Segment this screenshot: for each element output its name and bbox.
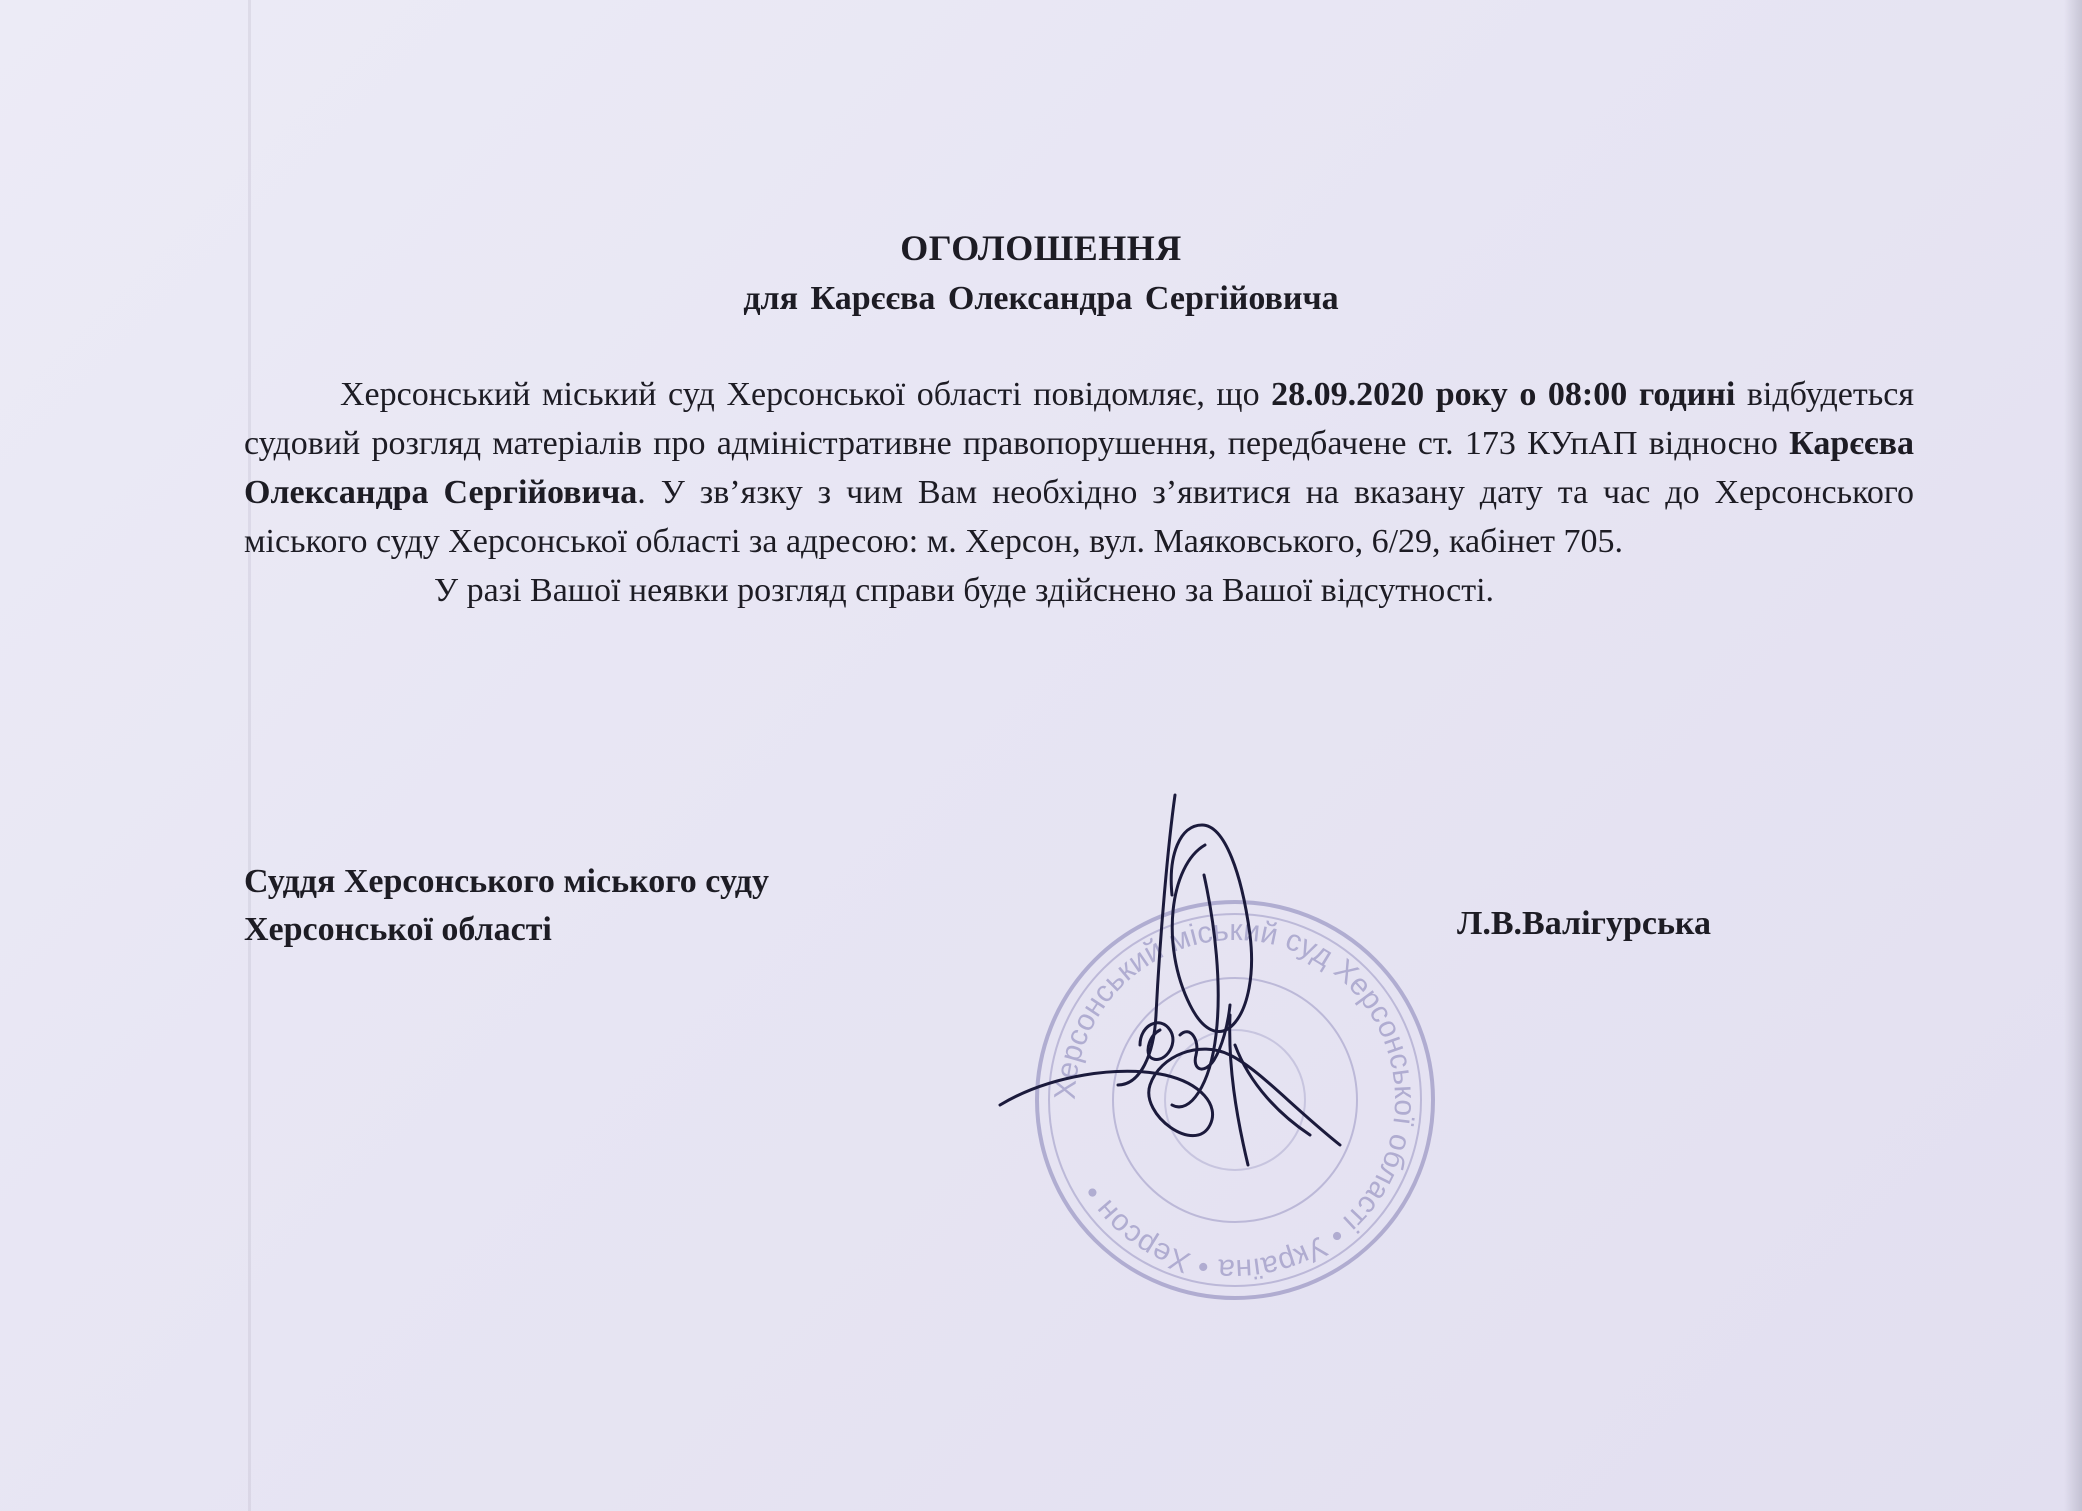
paragraph-text-2: відбудеться судовий розгляд матеріалів про адміністративне правопорушення, передбачене ст. 173 КУпАП відносно: [244, 376, 1914, 462]
paragraph-text-1: Херсонський міський суд Херсонської області повідомляє, що: [340, 376, 1272, 413]
paragraph-text-3: . У зв’язку з чим Вам необхідно з’явитися на вказану дату та час до Херсонського міського суду Херсонської області за адресою: м. Херсон, вул. Маяковського, 6/29, кабінет 705.: [244, 474, 1914, 560]
judge-name: Л.В.Валігурська: [1457, 905, 1712, 942]
notice-title: ОГОЛОШЕННЯ: [900, 228, 1182, 268]
judge-signature: [990, 785, 1360, 1185]
notice-paragraph-absence: У разі Вашої неявки розгляд справи буде здійснено за Вашої відсутності.: [434, 572, 1495, 609]
notice-body: [244, 370, 1914, 615]
defendant-name: Карєєва Олександра Сергійовича: [244, 425, 1914, 511]
judge-position-line-2: Херсонської області: [244, 911, 552, 948]
stamp-text: Херсонський міський суд Херсонської області • Україна • Херсон •: [1048, 913, 1422, 1287]
notice-paragraph-main: [244, 370, 1914, 566]
hearing-date-time: 28.09.2020 року о 08:00 годині: [1271, 376, 1736, 413]
judge-position-line-1: Суддя Херсонського міського суду: [244, 863, 770, 900]
judge-position: [244, 858, 769, 954]
notice-subtitle: для Карєєва Олександра Сергійовича: [743, 280, 1339, 317]
